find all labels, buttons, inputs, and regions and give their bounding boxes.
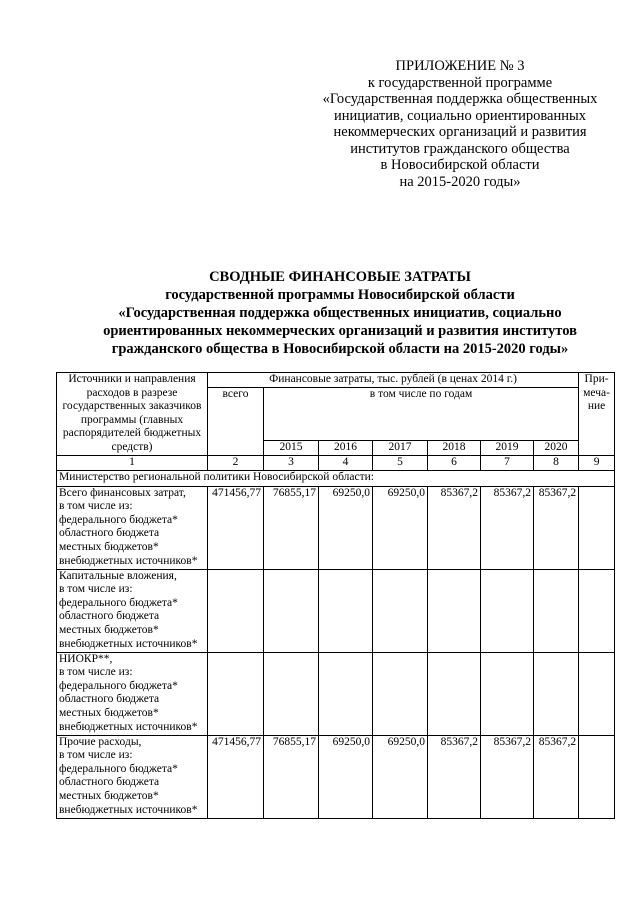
year-cell: 69250,0 bbox=[373, 486, 428, 569]
header-year: 2015 bbox=[264, 441, 319, 456]
title-line: государственной программы Новосибирской области bbox=[165, 287, 515, 303]
year-cell bbox=[481, 652, 534, 735]
header-by-years: в том числе по годам bbox=[264, 387, 579, 441]
col-number: 4 bbox=[319, 456, 373, 471]
year-cell bbox=[373, 569, 428, 652]
table-row bbox=[57, 569, 615, 652]
year-cell bbox=[264, 652, 319, 735]
appendix-line: инициатив, социально ориентированных bbox=[334, 107, 586, 124]
source-line: областного бюджета bbox=[59, 693, 160, 706]
year-cell bbox=[534, 652, 579, 735]
note-cell bbox=[579, 569, 615, 652]
title-line: ориентированных некоммерческих организаций и развития институтов bbox=[103, 323, 577, 339]
year-cell: 85367,2 bbox=[534, 735, 579, 818]
year-cell bbox=[428, 652, 481, 735]
source-line: Капитальные вложения, bbox=[59, 569, 177, 582]
source-line: федерального бюджета* bbox=[59, 513, 178, 526]
document-title bbox=[50, 268, 630, 358]
source-line: НИОКР**, bbox=[59, 652, 113, 665]
financial-costs-table bbox=[56, 372, 615, 819]
total-cell bbox=[208, 652, 264, 735]
table-row bbox=[57, 735, 615, 818]
appendix-line: «Государственная поддержка общественных bbox=[322, 91, 598, 107]
year-cell bbox=[264, 569, 319, 652]
header-source-col: Источники и направления расходов в разрезе государственных заказчиков программы (главных распорядителей бюджетных средств) bbox=[57, 373, 208, 456]
year-cell: 85367,2 bbox=[428, 486, 481, 569]
year-cell bbox=[428, 569, 481, 652]
source-cell bbox=[57, 652, 208, 735]
source-line: Прочие расходы, bbox=[59, 735, 142, 748]
appendix-line: институтов гражданского общества bbox=[350, 140, 570, 157]
appendix-header bbox=[300, 58, 620, 190]
ministry-row: Министерство региональной политики Новосибирской области: bbox=[57, 470, 615, 486]
table-row bbox=[57, 652, 615, 735]
total-cell: 471456,77 bbox=[208, 735, 264, 818]
source-line: местных бюджетов* bbox=[59, 540, 159, 553]
source-line: местных бюджетов* bbox=[59, 789, 159, 802]
source-line: внебюджетных источников* bbox=[59, 720, 198, 733]
source-line: местных бюджетов* bbox=[59, 623, 159, 636]
note-cell bbox=[579, 735, 615, 818]
source-line: областного бюджета bbox=[59, 776, 160, 789]
source-cell bbox=[57, 569, 208, 652]
col-number: 3 bbox=[264, 456, 319, 471]
appendix-line: к государственной программе bbox=[367, 74, 553, 91]
title-line: гражданского общества в Новосибирской области на 2015-2020 годы» bbox=[111, 341, 569, 357]
header-year: 2019 bbox=[481, 441, 534, 456]
source-line: федерального бюджета* bbox=[59, 679, 178, 692]
source-line: местных бюджетов* bbox=[59, 706, 159, 719]
header-year: 2016 bbox=[319, 441, 373, 456]
source-line: областного бюджета bbox=[59, 527, 160, 540]
year-cell: 69250,0 bbox=[319, 735, 373, 818]
source-line: в том числе из: bbox=[59, 666, 133, 679]
col-number: 5 bbox=[373, 456, 428, 471]
title-line: «Государственная поддержка общественных инициатив, социально bbox=[118, 305, 562, 321]
source-line: в том числе из: bbox=[59, 749, 133, 762]
appendix-line: в Новосибирской области bbox=[380, 157, 540, 173]
col-number: 1 bbox=[57, 456, 208, 471]
col-number: 6 bbox=[428, 456, 481, 471]
year-cell: 69250,0 bbox=[373, 735, 428, 818]
header-financial: Финансовые затраты, тыс. рублей (в ценах 2014 г.) bbox=[208, 373, 579, 388]
source-line: областного бюджета bbox=[59, 610, 160, 623]
source-line: внебюджетных источников* bbox=[59, 803, 198, 816]
year-cell bbox=[534, 569, 579, 652]
year-cell: 85367,2 bbox=[428, 735, 481, 818]
source-line: федерального бюджета* bbox=[59, 762, 178, 775]
source-line: Всего финансовых затрат, bbox=[59, 486, 186, 499]
header-year: 2018 bbox=[428, 441, 481, 456]
col-number: 9 bbox=[579, 456, 615, 471]
year-cell bbox=[373, 652, 428, 735]
year-cell: 69250,0 bbox=[319, 486, 373, 569]
header-year: 2017 bbox=[373, 441, 428, 456]
header-note: При-меча-ние bbox=[579, 373, 615, 456]
total-cell bbox=[208, 569, 264, 652]
source-cell bbox=[57, 486, 208, 569]
year-cell: 85367,2 bbox=[481, 735, 534, 818]
source-line: федерального бюджета* bbox=[59, 596, 178, 609]
source-line: в том числе из: bbox=[59, 583, 133, 596]
title-line: СВОДНЫЕ ФИНАНСОВЫЕ ЗАТРАТЫ bbox=[209, 269, 471, 285]
year-cell: 85367,2 bbox=[481, 486, 534, 569]
header-year: 2020 bbox=[534, 441, 579, 456]
note-cell bbox=[579, 486, 615, 569]
year-cell: 76855,17 bbox=[264, 735, 319, 818]
source-line: внебюджетных источников* bbox=[59, 554, 198, 567]
total-cell: 471456,77 bbox=[208, 486, 264, 569]
source-line: в том числе из: bbox=[59, 500, 133, 513]
year-cell bbox=[319, 652, 373, 735]
appendix-line: ПРИЛОЖЕНИЕ № 3 bbox=[395, 58, 525, 74]
year-cell bbox=[481, 569, 534, 652]
appendix-line: на 2015-2020 годы» bbox=[399, 173, 521, 190]
header-total: всего bbox=[208, 387, 264, 455]
year-cell: 85367,2 bbox=[534, 486, 579, 569]
year-cell: 76855,17 bbox=[264, 486, 319, 569]
col-number: 2 bbox=[208, 456, 264, 471]
table-row bbox=[57, 486, 615, 569]
note-cell bbox=[579, 652, 615, 735]
col-number: 7 bbox=[481, 456, 534, 471]
year-cell bbox=[319, 569, 373, 652]
source-line: внебюджетных источников* bbox=[59, 637, 198, 650]
source-cell bbox=[57, 735, 208, 818]
col-number: 8 bbox=[534, 456, 579, 471]
appendix-line: некоммерческих организаций и развития bbox=[333, 124, 587, 140]
